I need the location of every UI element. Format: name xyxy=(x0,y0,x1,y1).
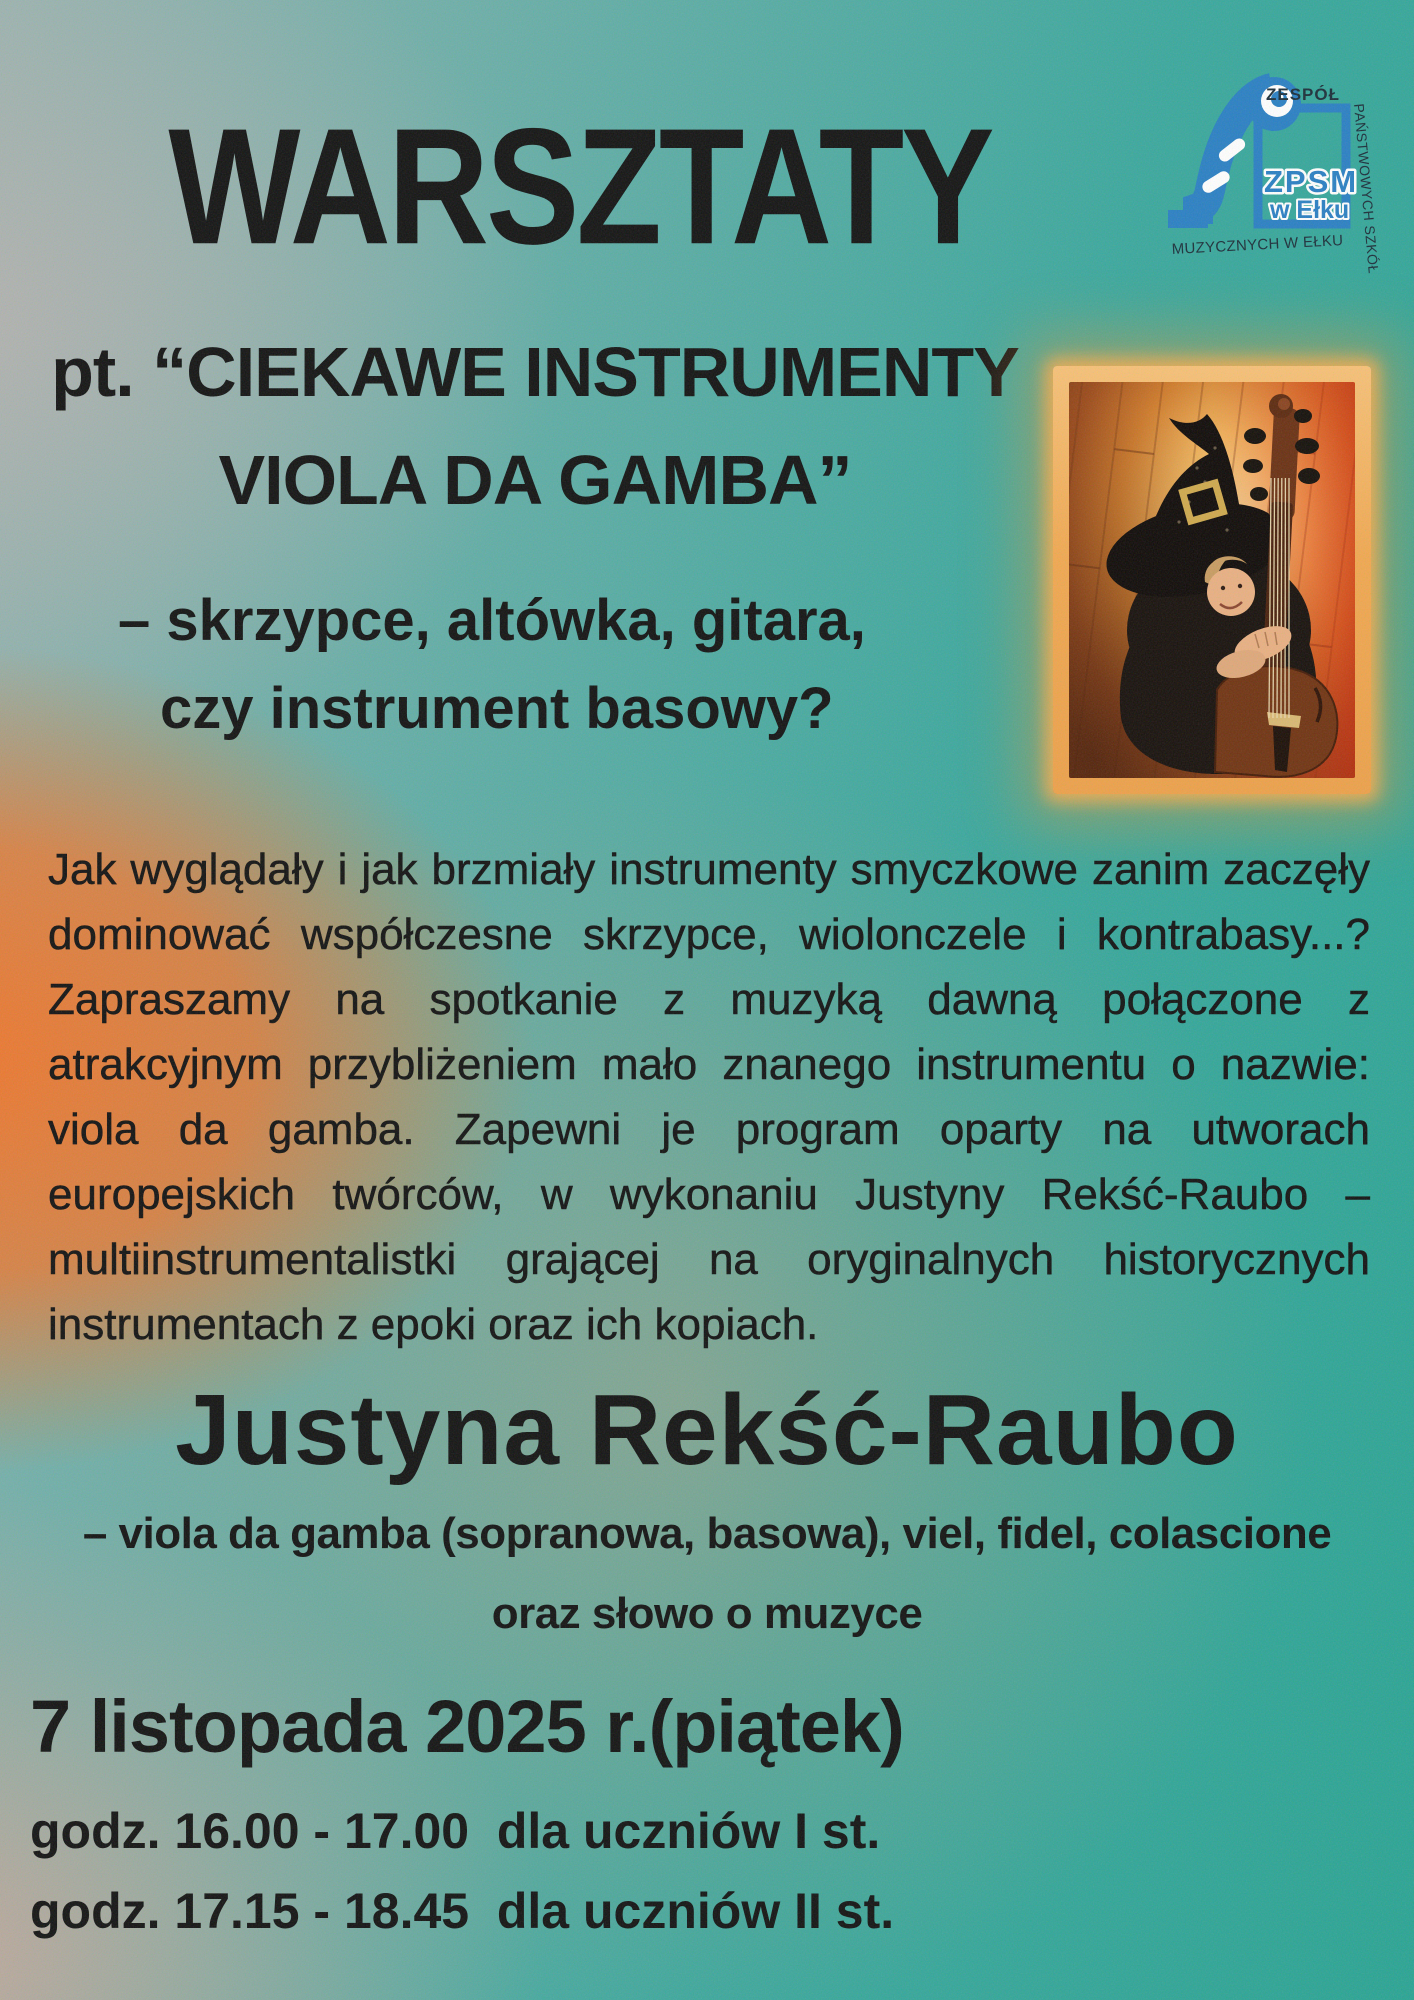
logo-text-zpsm: ZPSM xyxy=(1264,164,1359,199)
artist-roles-line-1: – viola da gamba (sopranowa, basowa), viel, fidel, colascione xyxy=(82,1509,1332,1558)
subtitle xyxy=(35,318,1035,534)
schedule-line-1: godz. 16.00 - 17.00 dla uczniów I st. xyxy=(30,1803,881,1859)
artist-photo-frame xyxy=(1053,366,1371,794)
artist-name: Justyna Rekść-Raubo xyxy=(175,1374,1239,1486)
page-title: WARSZTATY xyxy=(168,93,992,279)
question-line-2: czy instrument basowy? xyxy=(160,676,834,741)
question-block xyxy=(118,577,866,753)
logo-text-muzycznych: MUZYCZNYCH W EŁKU xyxy=(1171,232,1344,258)
music-school-logo xyxy=(1146,58,1382,275)
subtitle-line-1: pt. “CIEKAWE INSTRUMENTY xyxy=(51,333,1019,411)
violin-scroll-logo-icon xyxy=(1146,58,1382,275)
event-date: 7 listopada 2025 r.(piątek) xyxy=(30,1685,904,1768)
schedule-line-2: godz. 17.15 - 18.45 dla uczniów II st. xyxy=(30,1883,895,1939)
logo-text-panstwowych-szkol: PAŃSTWOWYCH SZKÓŁ xyxy=(1351,102,1382,275)
artist-photo xyxy=(1069,382,1355,778)
body-paragraph: Jak wyglądały i jak brzmiały instrumenty smyczkowe zanim zaczęły dominować współczesne skrzypce, wiolonczele i kontrabasy...? Zapraszamy na spotkanie z muzyką dawną połączone z atrakcyjnym przybliżeniem mało znanego instrumentu o nazwie: viola da gamba. Zapewni je program oparty na utworach europejskich twórców, w wykonaniu Justyny Rekść-Raubo – multiinstrumentalistki grającej na oryginalnych historycznych instrumentach z epoki oraz ich kopiach. xyxy=(48,845,1370,1349)
artist-roles-line-2: oraz słowo o muzyce xyxy=(491,1589,923,1638)
artist-roles xyxy=(0,1494,1414,1654)
subtitle-line-2: VIOLA DA GAMBA” xyxy=(218,441,852,519)
logo-text-w-elku: w Ełku xyxy=(1270,196,1350,224)
question-line-1: – skrzypce, altówka, gitara, xyxy=(118,588,866,653)
logo-text-zespol: ZESPÓŁ xyxy=(1266,85,1341,104)
